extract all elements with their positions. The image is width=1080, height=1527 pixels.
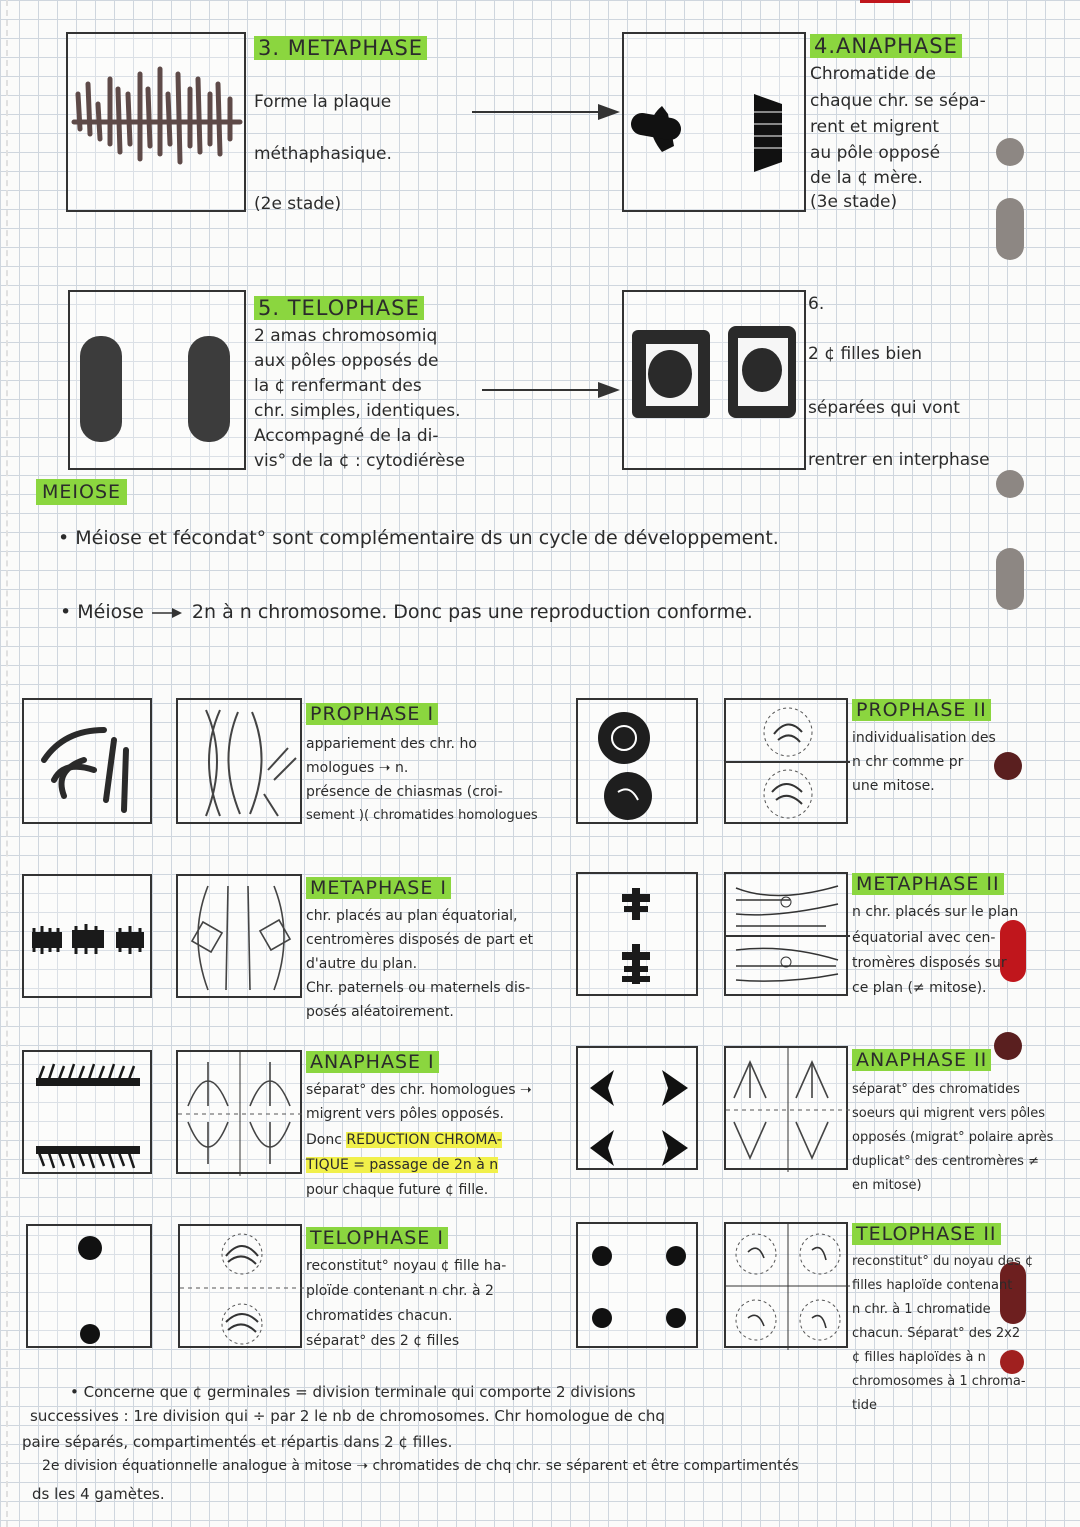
meiose-bullet2: • Méiose 2n à n chromosome. Donc pas une reproduction conforme. bbox=[60, 601, 753, 623]
double-plate-icon bbox=[578, 874, 700, 998]
paired-chromosomes-icon bbox=[178, 700, 304, 826]
telophase-line: Accompagné de la di- bbox=[254, 426, 439, 446]
phase-line: duplicat° des centromères ≠ bbox=[852, 1154, 1039, 1169]
phase-line: n chr. placés sur le plan bbox=[852, 904, 1019, 920]
phase-line: chromosomes à 1 chroma- bbox=[852, 1374, 1026, 1389]
phase-title: ANAPHASE II bbox=[852, 1048, 991, 1074]
meiose-heading: MEIOSE bbox=[36, 480, 127, 506]
four-nuclei-icon bbox=[578, 1224, 700, 1350]
conclusion-line: ds les 4 gamètes. bbox=[32, 1485, 165, 1503]
anaphase-line: au pôle opposé bbox=[810, 143, 941, 163]
phase-line: séparat° des chromatides bbox=[852, 1082, 1020, 1097]
metaphase2-drawing bbox=[724, 872, 848, 996]
phase-line: reconstitut° noyau ¢ fille ha- bbox=[306, 1258, 507, 1274]
red-tab bbox=[860, 0, 910, 3]
telophase-nuclei-icon bbox=[70, 292, 248, 472]
phase-title: METAPHASE II bbox=[852, 872, 1004, 898]
telophase-line: aux pôles opposés de bbox=[254, 351, 439, 371]
phase-line: individualisation des bbox=[852, 730, 996, 746]
telophase2-drawing bbox=[724, 1222, 848, 1348]
red-dot bbox=[994, 1032, 1022, 1060]
phase-line: tide bbox=[852, 1398, 877, 1413]
phase-line: chromatides chacun. bbox=[306, 1308, 453, 1324]
anaphase-line: chaque chr. se sépa- bbox=[810, 91, 986, 111]
migrating-chromatids-icon bbox=[578, 1048, 700, 1172]
two-nuclei-icon bbox=[28, 1226, 154, 1350]
phase-line: appariement des chr. ho bbox=[306, 736, 477, 752]
phase-line: mologues ➝ n. bbox=[306, 760, 409, 776]
phase-title: PROPHASE I bbox=[306, 702, 438, 728]
arrow-right-icon bbox=[150, 606, 186, 620]
phase-title: ANAPHASE I bbox=[306, 1050, 439, 1076]
phase-line: filles haploïde contenant bbox=[852, 1278, 1013, 1293]
spindle-icon bbox=[178, 876, 304, 1000]
stage6-line: séparées qui vont bbox=[808, 398, 960, 418]
phase-title: METAPHASE I bbox=[306, 876, 451, 902]
telophase1-dots-drawing bbox=[26, 1224, 152, 1348]
phase-line: centromères disposés de part et bbox=[306, 932, 534, 948]
metaphase-chromosomes-icon bbox=[68, 34, 248, 214]
phase-line: pour chaque future ¢ fille. bbox=[306, 1182, 489, 1198]
prophase1-pairing-drawing bbox=[176, 698, 302, 824]
anaphase-line: Chromatide de bbox=[810, 64, 936, 84]
phase-line: en mitose) bbox=[852, 1178, 922, 1193]
phase-line: séparat° des 2 ¢ filles bbox=[306, 1333, 460, 1349]
metaphase-line: Forme la plaque bbox=[254, 92, 392, 112]
telophase1-cells-icon bbox=[180, 1226, 304, 1350]
phase-line: chr. placés au plan équatorial, bbox=[306, 908, 518, 924]
phase-line: une mitose. bbox=[852, 778, 935, 794]
anaphase2-drawing bbox=[724, 1046, 848, 1170]
prophase1-leptotene-drawing bbox=[22, 698, 152, 824]
stage6-drawing bbox=[622, 290, 806, 470]
conclusion-line: successives : 1re division qui ÷ par 2 le nb de chromosomes. Chr homologue de chq bbox=[30, 1407, 665, 1425]
phase-line: d'autre du plan. bbox=[306, 956, 418, 972]
anaphase2-arrows-drawing bbox=[576, 1046, 698, 1170]
phase-line: séparat° des chr. homologues ➝ bbox=[306, 1082, 532, 1098]
phase-title: TELOPHASE II bbox=[852, 1222, 1001, 1248]
telophase-line: chr. simples, identiques. bbox=[254, 401, 461, 421]
phase-line: équatorial avec cen- bbox=[852, 930, 996, 946]
telophase1-drawing bbox=[178, 1224, 302, 1348]
prophase2-drawing bbox=[724, 698, 848, 824]
phase-line: opposés (migrat° polaire après bbox=[852, 1130, 1054, 1145]
binder-hole bbox=[996, 198, 1024, 260]
phase-line: chacun. Séparat° des 2x2 bbox=[852, 1326, 1021, 1341]
anaphase2-cells-icon bbox=[726, 1048, 850, 1172]
conclusion-line: 2e division équationnelle analogue à mitose ➝ chromatides de chq chr. se séparent et être compartimentés bbox=[42, 1458, 799, 1474]
phase-line: n chr. à 1 chromatide bbox=[852, 1302, 991, 1317]
condensed-nuclei-icon bbox=[578, 700, 700, 826]
conclusion-line: paire séparés, compartimentés et répartis dans 2 ¢ filles. bbox=[22, 1433, 453, 1451]
prophase-nuclei-drawing bbox=[576, 698, 698, 824]
separating-chromosomes-icon bbox=[24, 1052, 154, 1176]
telophase-line: la ¢ renfermant des bbox=[254, 376, 422, 396]
phase-line: Chr. paternels ou maternels dis- bbox=[306, 980, 531, 996]
metaphase-line: méthaphasique. bbox=[254, 144, 392, 164]
conclusion-line: • Concerne que ¢ germinales = division terminale qui comporte 2 divisions bbox=[70, 1383, 636, 1401]
anaphase-line: de la ¢ mère. bbox=[810, 168, 923, 188]
phase-title: TELOPHASE I bbox=[306, 1226, 448, 1252]
metaphase2-cells-icon bbox=[726, 874, 850, 998]
phase-line: soeurs qui migrent vers pôles bbox=[852, 1106, 1046, 1121]
metaphase-title: 3. METAPHASE bbox=[254, 36, 427, 63]
anaphase-line: (3e stade) bbox=[810, 192, 898, 212]
phase-title: PROPHASE II bbox=[852, 698, 991, 724]
telophase-title: 5. TELOPHASE bbox=[254, 296, 424, 323]
phase-line: migrent vers pôles opposés. bbox=[306, 1106, 504, 1122]
phase-line: reconstitut° du noyau des ¢ bbox=[852, 1254, 1034, 1269]
arrow-right-icon bbox=[470, 102, 630, 122]
anaphase-line: rent et migrent bbox=[810, 117, 940, 137]
daughter-cells-icon bbox=[624, 292, 808, 472]
phase-line: présence de chiasmas (croi- bbox=[306, 784, 503, 800]
metaphase1-drawing bbox=[22, 874, 152, 998]
stage6-title: 6. bbox=[808, 294, 825, 314]
anaphase-spindle-icon bbox=[178, 1052, 304, 1176]
telophase-drawing bbox=[68, 290, 246, 470]
telophase-line: vis° de la ¢ : cytodiérèse bbox=[254, 451, 465, 471]
telophase2-cells-icon bbox=[726, 1224, 850, 1350]
phase-line: posés aléatoirement. bbox=[306, 1004, 454, 1020]
phase-line: ploïde contenant n chr. à 2 bbox=[306, 1283, 494, 1299]
metaphase-plate-icon bbox=[24, 876, 154, 1000]
metaphase-line: (2e stade) bbox=[254, 194, 342, 214]
chromosome-threads-icon bbox=[24, 700, 154, 826]
phase-line: TIQUE = passage de 2n à n bbox=[306, 1157, 499, 1173]
red-dot bbox=[994, 752, 1022, 780]
stage6-line: rentrer en interphase bbox=[808, 450, 990, 470]
anaphase-chromosomes-icon bbox=[624, 34, 808, 214]
phase-line: ce plan (≠ mitose). bbox=[852, 980, 987, 996]
phase-line: tromères disposés sur bbox=[852, 955, 1007, 971]
phase-line: ¢ filles haploïdes à n bbox=[852, 1350, 986, 1365]
anaphase1-spindle-drawing bbox=[176, 1050, 302, 1174]
phase-line: n chr comme pr bbox=[852, 754, 964, 770]
anaphase-drawing bbox=[622, 32, 806, 212]
arrow-right-icon bbox=[480, 380, 630, 400]
stage6-line: 2 ¢ filles bien bbox=[808, 344, 923, 364]
telophase2-dots-drawing bbox=[576, 1222, 698, 1348]
anaphase1-drawing bbox=[22, 1050, 152, 1174]
anaphase-title: 4.ANAPHASE bbox=[810, 34, 962, 61]
metaphase1-spindle-drawing bbox=[176, 874, 302, 998]
metaphase2-plate-drawing bbox=[576, 872, 698, 996]
metaphase-drawing bbox=[66, 32, 246, 212]
telophase-line: 2 amas chromosomiq bbox=[254, 326, 438, 346]
binder-hole bbox=[996, 470, 1024, 498]
page-edge bbox=[6, 0, 10, 1527]
meiose-bullet1: • Méiose et fécondat° sont complémentaire ds un cycle de développement. bbox=[58, 527, 779, 549]
binder-hole bbox=[996, 138, 1024, 166]
phase-line: Donc REDUCTION CHROMA- bbox=[306, 1132, 502, 1148]
phase-line: sement )( chromatides homologues bbox=[306, 808, 538, 823]
prophase2-cells-icon bbox=[726, 700, 850, 826]
binder-hole bbox=[996, 548, 1024, 610]
